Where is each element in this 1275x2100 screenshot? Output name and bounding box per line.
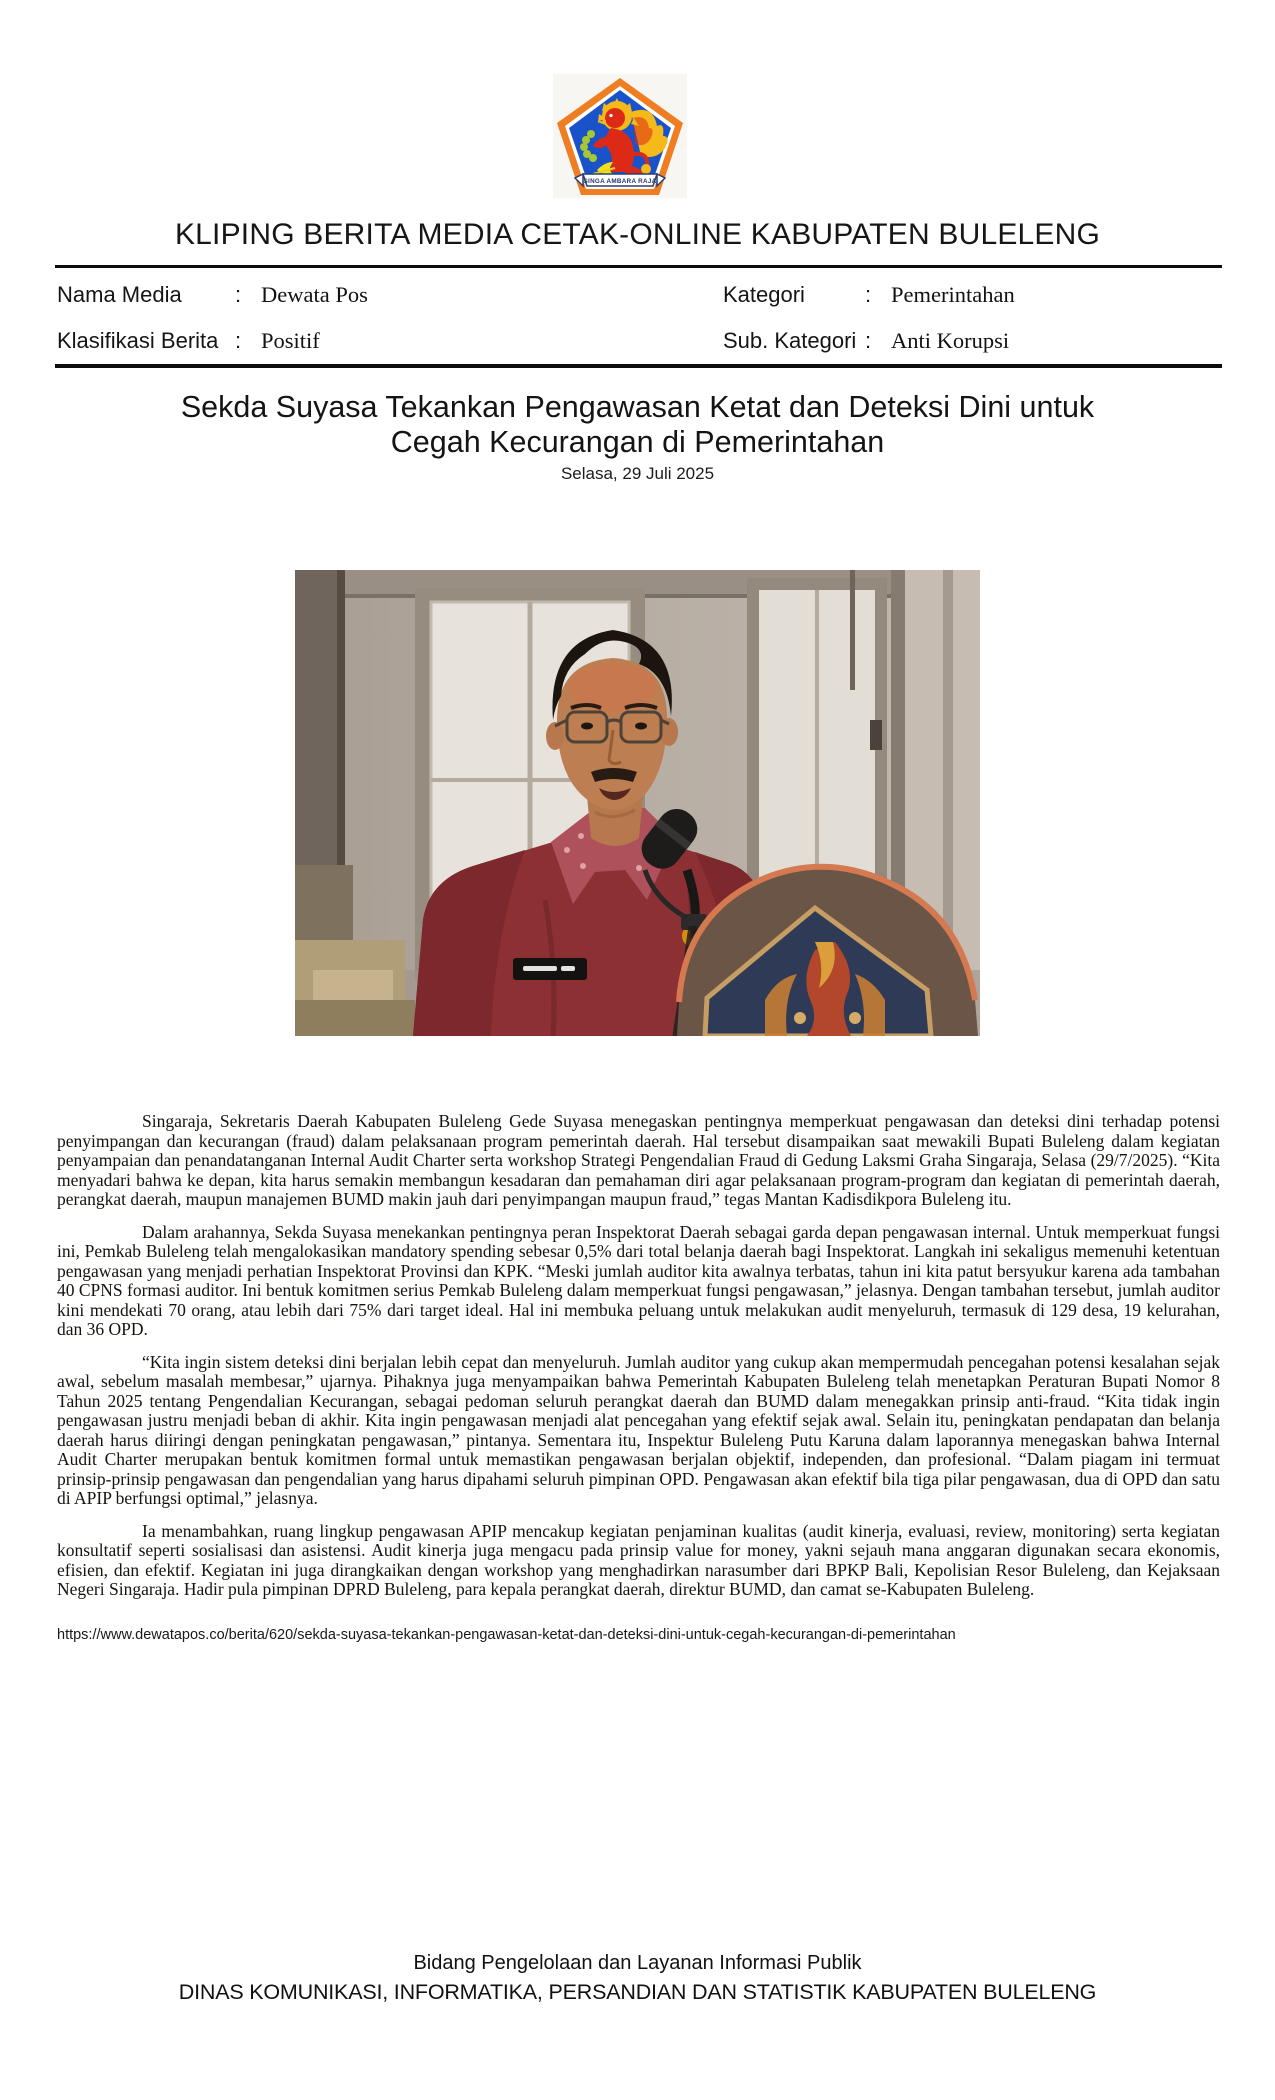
meta-value-nama-media: Dewata Pos: [261, 282, 368, 307]
buleleng-crest-logo: [553, 74, 687, 198]
meta-label-nama-media: Nama Media: [57, 282, 182, 307]
meta-colon: :: [235, 328, 242, 353]
crest-banner: [575, 174, 665, 186]
meta-label-klasifikasi: Klasifikasi Berita: [57, 328, 219, 353]
meta-label-kategori: Kategori: [723, 282, 805, 307]
meta-value-kategori: Pemerintahan: [891, 282, 1015, 307]
divider-line-bottom: [55, 364, 1222, 368]
divider-line-top: [55, 265, 1222, 268]
footer-division: Bidang Pengelolaan dan Layanan Informasi Publik: [413, 1952, 862, 1974]
article-photo: [295, 570, 980, 1036]
article-paragraph: Singaraja, Sekretaris Daerah Kabupaten Buleleng Gede Suyasa menegaskan pentingnya memperkuat pengawasan dan deteksi dini terhadap potensi penyimpangan dan kecurangan (fraud) dalam pelaksanaan program pemerintah daerah. Hal tersebut disampaikan saat mewakili Bupati Buleleng dalam kegiatan penyampaian dan penandatanganan Internal Audit Charter serta workshop Strategi Pengendalian Fraud di Gedung Laksmi Graha Singaraja, Selasa (29/7/2025). “Kita menyadari bahwa ke depan, kita harus semakin membangun kesadaran dan pemahaman diri agar pelaksanaan program-program dan kegiatan di pemerintah daerah, perangkat daerah, maupun manajemen BUMD makin jauh dari penyimpangan maupun fraud,” tegas Mantan Kadisdikpora Buleleng itu.: [57, 1111, 1220, 1209]
page-title: KLIPING BERITA MEDIA CETAK-ONLINE KABUPATEN BULELENG: [174, 218, 1101, 251]
article-body: [57, 1112, 1220, 1645]
article-paragraph: Ia menambahkan, ruang lingkup pengawasan APIP mencakup kegiatan penjaminan kualitas (audit kinerja, evaluasi, review, monitoring) serta kegiatan konsultatif seperti sosialisasi dan asistensi. Audit kinerja juga mengacu pada prinsip value for money, yakni sejauh mana anggaran digunakan secara ekonomis, efisien, dan efektif. Kegiatan ini juga dirangkaikan dengan workshop yang menghadirkan narasumber dari BPKP Bali, Kepolisian Resor Buleleng, dan Kejaksaan Negeri Singaraja. Hadir pula pimpinan DPRD Buleleng, para kepala perangkat daerah, direktur BUMD, dan camat se-Kabupaten Buleleng.: [57, 1520, 1220, 1599]
crest-banner-text: SINGA AMBARA RAJA: [583, 178, 657, 185]
article-headline: Sekda Suyasa Tekankan Pengawasan Ketat dan Deteksi Dini untuk Cegah Kecurangan di Pemerintahan: [180, 390, 1095, 459]
footer: [0, 1952, 1275, 2005]
meta-colon: :: [865, 282, 872, 307]
meta-colon: :: [235, 282, 242, 307]
article-date: Selasa, 29 Juli 2025: [560, 464, 715, 483]
source-url[interactable]: https://www.dewatapos.co/berita/620/sekda-suyasa-tekankan-pengawasan-ketat-dan-deteksi-dini-untuk-cegah-kecurangan-di-pemerintahan: [57, 1626, 956, 1643]
media-meta-table: [57, 272, 1220, 364]
meta-colon: :: [865, 328, 872, 353]
article-header: [0, 390, 1275, 484]
article-paragraph: Dalam arahannya, Sekda Suyasa menekankan pentingnya peran Inspektorat Daerah sebagai garda depan pengawasan internal. Untuk memperkuat fungsi ini, Pemkab Buleleng telah mengalokasikan mandatory spending sebesar 0,5% dari total belanja daerah bagi Inspektorat. Langkah ini sekaligus memenuhi ketentuan pengawasan yang menjadi perhatian Inspektorat Provinsi dan KPK. “Meski jumlah auditor kita awalnya terbatas, tahun ini kita patut bersyukur karena ada tambahan 40 CPNS formasi auditor. Ini bentuk komitmen serius Pemkab Buleleng dalam memperkuat fungsi pengawasan,” jelasnya. Dengan tambahan tersebut, jumlah auditor kini mendekati 70 orang, atau lebih dari 75% dari target ideal. Hal ini membuka peluang untuk melakukan audit menyeluruh, termasuk di 129 desa, 19 kelurahan, dan 36 OPD.: [57, 1221, 1220, 1339]
article-paragraph: “Kita ingin sistem deteksi dini berjalan lebih cepat dan menyeluruh. Jumlah auditor yang cukup akan mempermudah pencegahan potensi kesalahan sejak awal, sebelum masalah membesar,” ujarnya. Pihaknya juga menyampaikan bahwa Pemerintah Kabupaten Buleleng telah menetapkan Peraturan Bupati Nomor 8 Tahun 2025 tentang Pengendalian Kecurangan, sebagai pedoman seluruh perangkat daerah dan BUMD dalam menegakkan prinsip anti-fraud. “Kita tidak ingin pengawasan justru menjadi beban di akhir. Kita ingin pengawasan menjadi alat pencegahan yang efektif sejak awal. Selain itu, peningkatan pendapatan dan belanja daerah harus diiringi dengan peningkatan pengawasan,” pintanya. Sementara itu, Inspektur Buleleng Putu Karuna dalam laporannya menegaskan bahwa Internal Audit Charter merupakan bentuk komitmen formal untuk memastikan pengawasan berjalan objektif, independen, dan profesional. “Dalam piagam ini termuat prinsip-prinsip pengawasan dan pengendalian yang harus dipahami seluruh pimpinan OPD. Pengawasan akan efektif bila tiga pilar pengawasan, dua di OPD dan satu di APIP berfungsi optimal,” jelasnya.: [57, 1351, 1220, 1508]
meta-value-klasifikasi: Positif: [261, 328, 320, 353]
crest-svg: [553, 74, 687, 198]
meta-value-sub-kategori: Anti Korupsi: [891, 328, 1010, 353]
footer-agency: DINAS KOMUNIKASI, INFORMATIKA, PERSANDIAN DAN STATISTIK KABUPATEN BULELENG: [178, 1980, 1097, 2004]
photo-scene: [295, 570, 980, 1036]
meta-row-1: [57, 272, 1220, 318]
meta-row-2: [57, 318, 1220, 364]
meta-label-sub-kategori: Sub. Kategori: [723, 328, 857, 353]
